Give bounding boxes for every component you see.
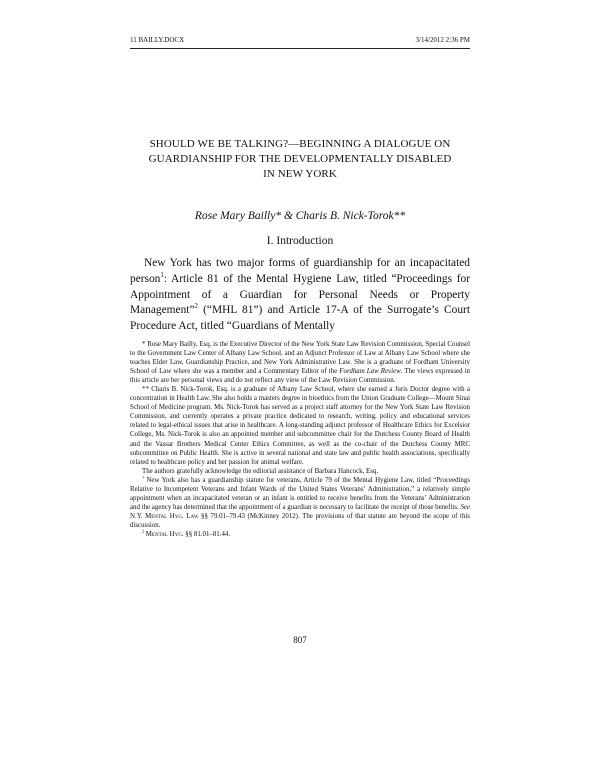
footnote-ref-1: 1 <box>160 272 164 279</box>
author-line: Rose Mary Bailly* & Charis B. Nick-Torok** <box>194 210 406 222</box>
footnote-2: $^2$ Mental Hyg. §§ 81.01–81.44. <box>142 528 231 538</box>
header-timestamp: 3/14/2012 2:36 PM <box>415 36 470 44</box>
title-line-2: GUARDIANSHIP FOR THE DEVELOPMENTALLY DISABLED <box>148 153 452 165</box>
footnote-1: $^1$ New York also has a guardianship statute for veterans, Article 79 of the Mental Hygiene Law, titled “Proceedings Relative to Incompetent Veterans and Infant Wards of the United States Veterans’ Administration,” a relatively simple appointment when an incapacitated veteran or an infant is entitled to receive benefits from the Veterans’ Administration and the agency has determined that the appointment of a guardian is necessary to facilitate the receipt of those benefits. See N.Y. Mental Hyg. Law §§ 79.01–79.43 (McKinney 2012). The provisions of that statute are beyond the scope of this discussion. <box>130 474 470 529</box>
article-title <box>130 137 470 182</box>
footnote-double-star: ** Charis B. Nick-Torok, Esq. is a graduate of Albany Law School, where she earned a Juris Doctor degree with a concentration in Health Law. She also holds a masters degree in bioethics from the Union Graduate College—Mount Sinai School of Medicine program. Ms. Nick-Torok has served as a project staff attorney for the New York State Law Revision Commission, and currently operates a private practice dedicated to research, writing, policy and educational services related to legal-ethical issues that arise in healthcare. A long-standing adjunct professor of Healthcare Ethics for Excelsior College, Ms. Nick-Torok is also an appointed member and subcommittee chair for the Dutchess County Board of Health and the Vassar Brothers Medical Center Ethics Committee, as well as the co-chair of the Dutchess County MRC subcommittee on Public Health. She is active in several national and state law and public health associations, specifically related to healthcare policy and her passion for animal welfare. <box>130 386 470 466</box>
section-heading: I. Introduction <box>266 235 334 247</box>
header-filename: 11 BAILLY.DOCX <box>130 36 185 44</box>
running-header <box>130 36 470 49</box>
page-number: 807 <box>293 635 307 645</box>
body-paragraph: New York has two major forms of guardianship for an incapacitated person$^1$: Article 81 of the Mental Hygiene Law, titled “Proceedings for Appointment of a Guardian for Personal Needs or Property Management”$^2$ (“MHL 81”) and Article 17-A of the Surrogate’s Court Procedure Act, titled “Guardians of Mentally <box>130 257 470 333</box>
title-line-1: SHOULD WE BE TALKING?—BEGINNING A DIALOGUE ON <box>149 138 451 150</box>
footnote-star: * Rose Mary Bailly, Esq. is the Executive Director of the New York State Law Revision Commission, Special Counsel to the Government Law Center of Albany Law School, and an Adjunct Professor of Law at Albany Law School where she teaches Elder Law, Guardianship Practice, and New York Administrative Law. She is a graduate of Fordham University School of Law where she was a member and a Commentary Editor of the Fordham Law Review. The views expressed in this article are her personal views and do not reflect any view of the Law Revision Commission. <box>130 341 470 385</box>
footnote-ref-2: 2 <box>194 303 198 311</box>
acknowledgment: The authors gratefully acknowledge the editorial assistance of Barbara Hancock, Esq. <box>142 467 379 475</box>
footnotes <box>130 340 470 539</box>
body-text <box>130 256 470 335</box>
title-line-3: IN NEW YORK <box>263 168 337 180</box>
